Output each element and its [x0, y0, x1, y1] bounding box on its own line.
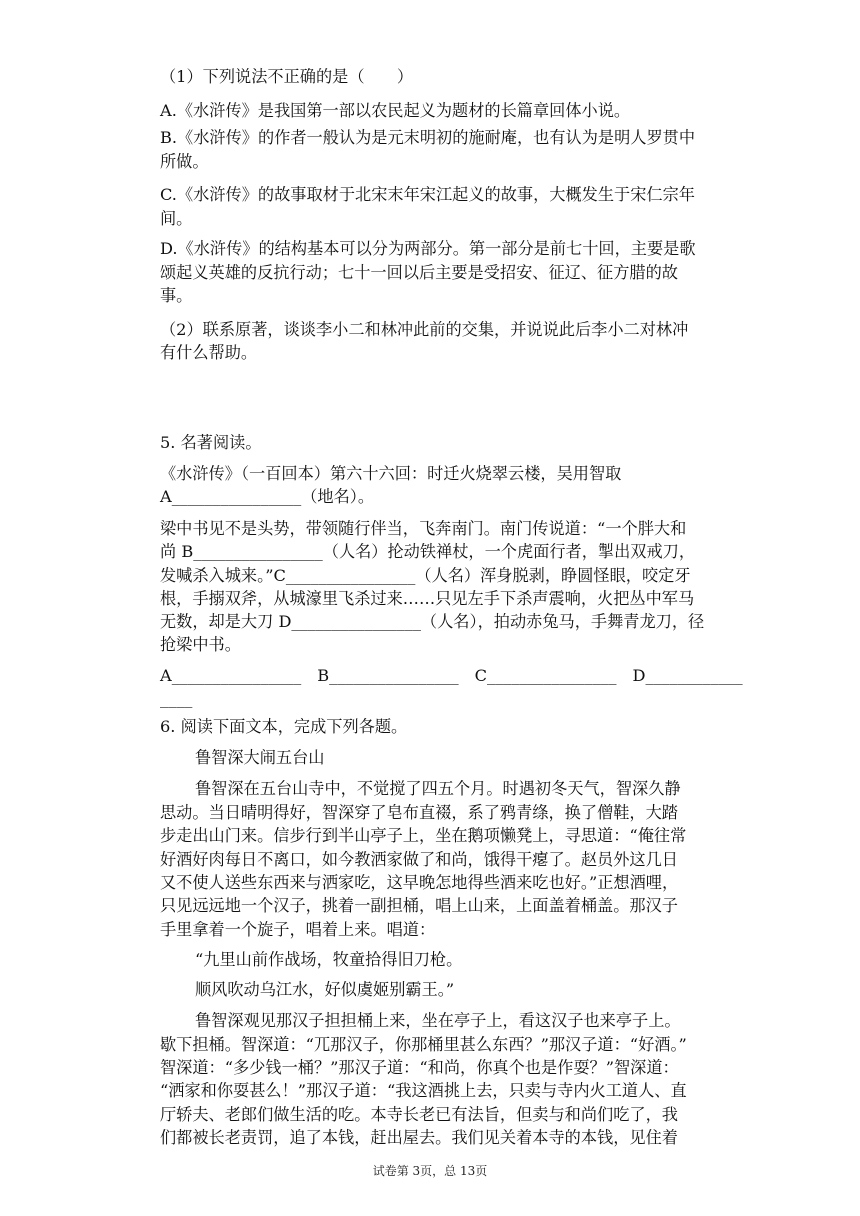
q5-para-line2: 尚 B________________（人名）抡动铁禅杖，一个虎面行者，掣出双戒刀，: [160, 542, 696, 561]
q5-line2: A________________（地名）。: [160, 487, 375, 506]
q6-p1-line2: 思动。当日晴明得好，智深穿了皂布直裰，系了鸦青绦，换了僧鞋，大踏: [160, 803, 678, 822]
q5-para-line4: 根，手搦双斧，从城濠里飞杀过来……只见左手下杀声震响，火把丛中军马: [160, 589, 695, 608]
q6-song-line2: 顺风吹动乌江水，好似虞姬别霸王。”: [195, 980, 455, 999]
q6-p1-line4: 好酒好肉每日不离口，如今教洒家做了和尚，饿得干瘪了。赵员外这几日: [160, 850, 678, 869]
q4-sub2-line1: （2）联系原著，谈谈李小二和林冲此前的交集，并说说此后李小二对林冲: [160, 320, 689, 339]
q6-p1-line6: 只见远远地一个汉子，挑着一副担桶，唱上山来，上面盖着桶盖。那汉子: [160, 896, 678, 915]
q6-p1-line7: 手里拿着一个旋子，唱着上来。唱道：: [160, 920, 436, 939]
q5-para-line5: 无数，却是大刀 D________________（人名），拍动赤兔马，手舞青龙刀，径: [160, 612, 705, 631]
q5-title: 5. 名著阅读。: [160, 433, 262, 452]
q5-para-line6: 抢梁中书。: [160, 635, 241, 654]
q6-title: 6. 阅读下面文本，完成下列各题。: [160, 717, 408, 736]
answer-blank-a[interactable]: A________________: [160, 666, 302, 685]
q6-p2-line6: 们都被长老责罚，追了本钱，赶出屋去。我们见关着本寺的本钱，见住着: [160, 1128, 678, 1147]
q4-sub2-line2: 有什么帮助。: [160, 343, 258, 362]
q4-option-c-line2: 间。: [160, 209, 193, 228]
q6-p2-line4: “洒家和你耍甚么！”那汉子道：“我这酒挑上去，只卖与寺内火工道人、直: [160, 1081, 687, 1100]
q4-option-c-line1: C.《水浒传》的故事取材于北宋末年宋江起义的故事，大概发生于宋仁宗年: [160, 185, 695, 204]
q5-line1: 《水浒传》（一百回本）第六十六回：时迁火烧翠云楼，吴用智取: [160, 464, 622, 483]
q6-song-line1: “九里山前作战场，牧童拾得旧刀枪。: [195, 950, 463, 969]
q6-heading: 鲁智深大闹五台山: [195, 748, 325, 767]
answer-blank-d[interactable]: D____________: [632, 666, 743, 685]
q6-p1-line5: 又不使人送些东西来与洒家吃，这早晚怎地得些酒来吃也好。”正想酒哩，: [160, 873, 679, 892]
q4-option-b-line2: 所做。: [160, 152, 209, 171]
q4-option-d-line1: D.《水浒传》的结构基本可以分为两部分。第一部分是前七十回，主要是歌: [160, 239, 696, 258]
q6-p2-line1: 鲁智深观见那汉子担担桶上来，坐在亭子上，看这汉子也来亭子上。: [195, 1011, 681, 1030]
q6-p1-line3: 步走出山门来。信步行到半山亭子上，坐在鹅项懒凳上，寻思道：“俺往常: [160, 826, 687, 845]
answer-blank-b[interactable]: B________________: [317, 666, 459, 685]
answer-blank-c[interactable]: C________________: [474, 666, 617, 685]
q5-para-line1: 梁中书见不是头势，带领随行伴当，飞奔南门。南门传说道：“一个胖大和: [160, 519, 687, 538]
q6-p2-line2: 歇下担桶。智深道：“兀那汉子，你那桶里甚么东西？”那汉子道：“好酒。”: [160, 1035, 687, 1054]
q4-option-b-line1: B.《水浒传》的作者一般认为是元末明初的施耐庵，也有认为是明人罗贯中: [160, 128, 696, 147]
q6-p1-line1: 鲁智深在五台山寺中，不觉搅了四五个月。时遇初冬天气，智深久静: [195, 779, 681, 798]
q6-p2-line3: 智深道：“多少钱一桶？”那汉子道：“和尚，你真个也是作耍？”智深道：: [160, 1058, 679, 1077]
q6-p2-line5: 厅轿夫、老郎们做生活的吃。本寺长老已有法旨，但卖与和尚们吃了，我: [160, 1105, 678, 1124]
q5-para-line3: 发喊杀入城来。”C________________（人名）浑身脱剥，睁圆怪眼，咬定牙: [160, 566, 691, 585]
q4-option-d-line3: 事。: [160, 286, 193, 305]
q4-option-a: A.《水浒传》是我国第一部以农民起义为题材的长篇章回体小说。: [160, 101, 631, 120]
q4-sub1: （1）下列说法不正确的是（ ）: [160, 67, 414, 86]
page-footer: 试卷第 3页，总 13页: [372, 1164, 488, 1178]
q4-option-d-line2: 颂起义英雄的反抗行动；七十一回以后主要是受招安、征辽、征方腊的故: [160, 263, 678, 282]
answer-blank-d-tail[interactable]: ____: [160, 689, 193, 708]
